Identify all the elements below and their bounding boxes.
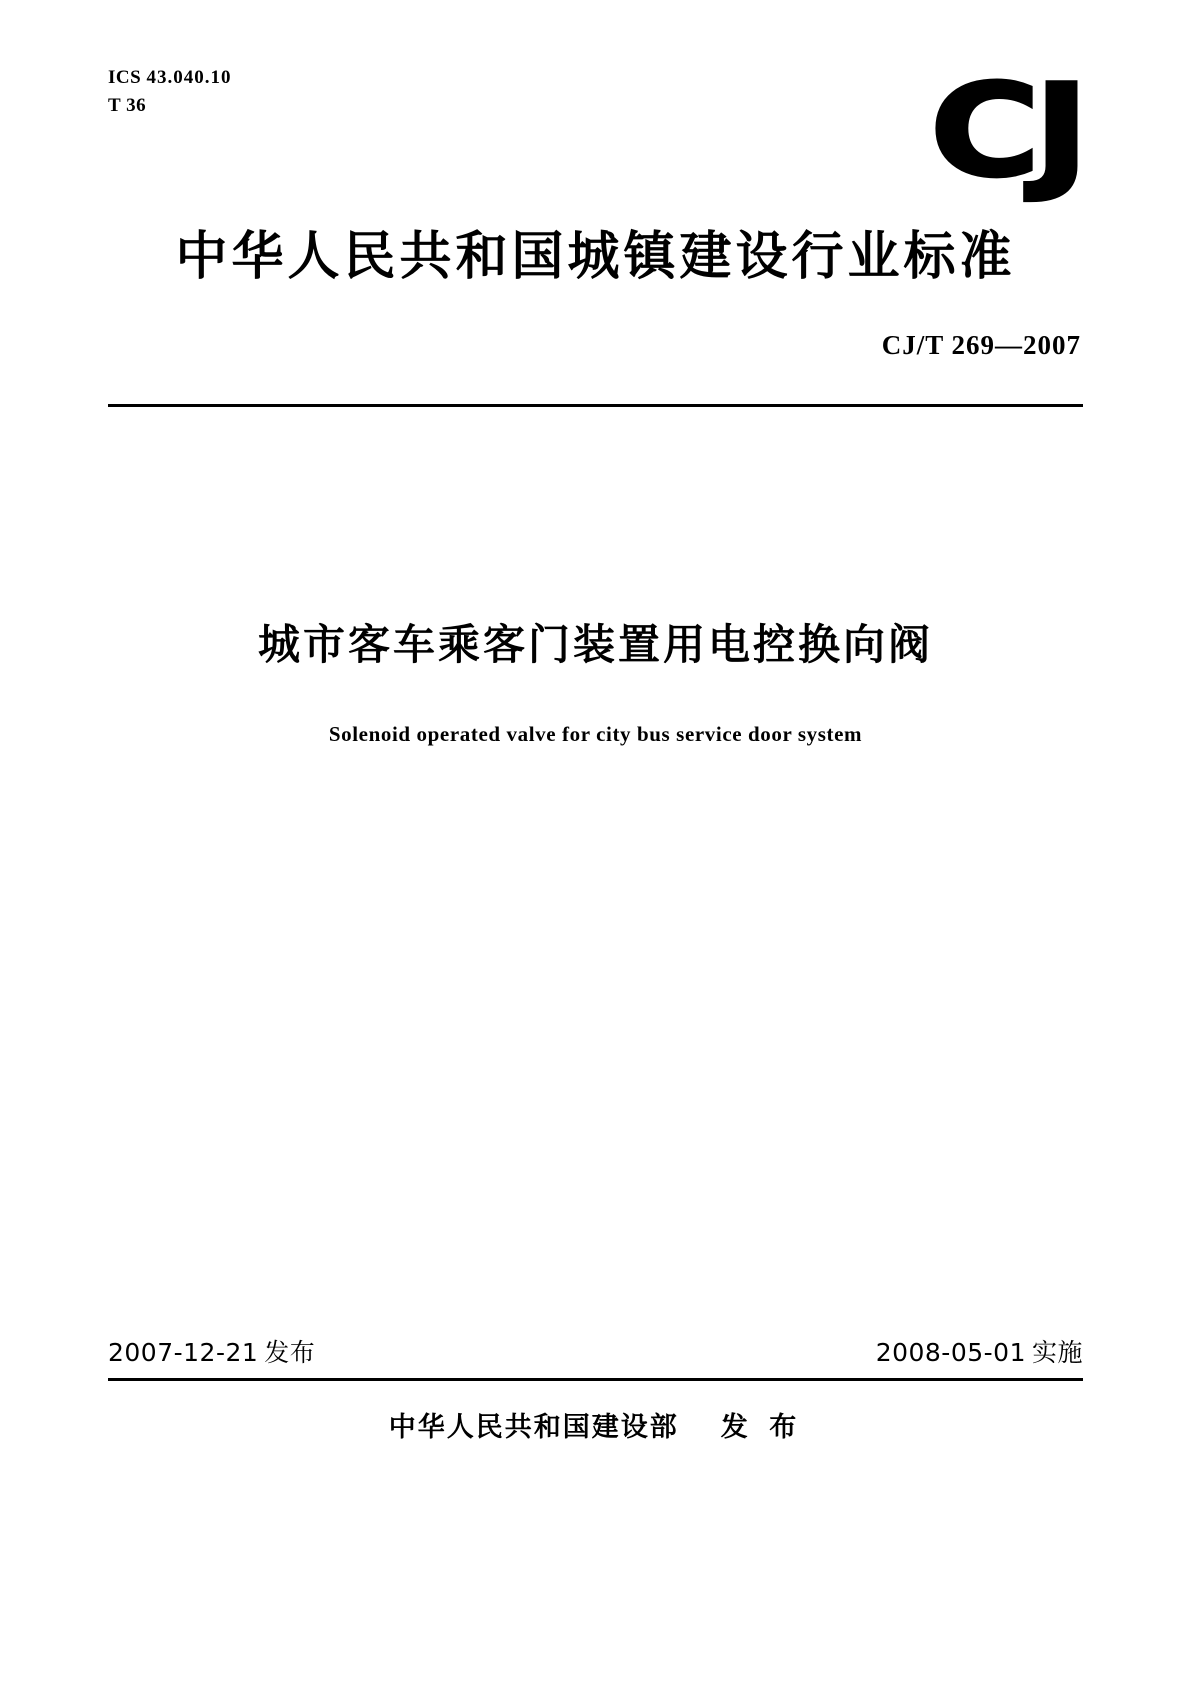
effective-label: 实施 [1031,1338,1083,1367]
publisher-line [0,1405,1191,1444]
cj-logo: CJ [930,57,1083,206]
publish-word: 发 布 [720,1412,803,1443]
authority-title: 中华人民共和国城镇建设行业标准 [175,227,1016,287]
ics-label: ICS [108,67,142,88]
issue-label: 发布 [264,1338,316,1367]
document-title-en: Solenoid operated valve for city bus service door system [328,722,863,746]
document-title-cn: 城市客车乘客门装置用电控换向阀 [257,620,933,669]
publisher-name: 中华人民共和国建设部 [388,1412,679,1443]
issue-date: 2007-12-21 [108,1338,259,1367]
standard-code: CJ/T 269—2007 [881,330,1081,360]
footer-dates [108,1333,1083,1369]
ics-block [108,64,231,119]
divider-top [108,404,1083,407]
effective-date-group [876,1333,1083,1369]
effective-date: 2008-05-01 [875,1338,1026,1367]
ics-number: 43.040.10 [146,67,232,88]
divider-bottom [108,1378,1083,1381]
ics-line [108,64,231,92]
classification-code: T 36 [108,94,147,116]
issue-date-group [108,1333,315,1369]
